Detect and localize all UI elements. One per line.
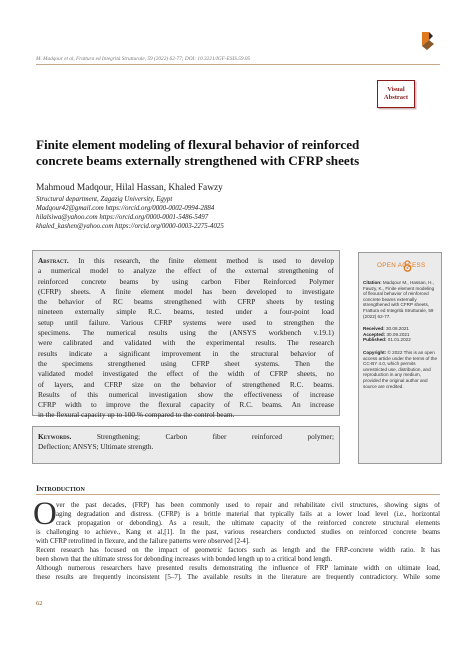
keywords-box: [32, 426, 340, 464]
abstract-line: of layers, and CFRP size on the behavior of strengthened R.C. beams.: [38, 379, 334, 389]
keywords-line: Deflection; ANSYS; Ultimate strength.: [38, 442, 154, 452]
title-line2: concrete beams externally strengthened with CFRP sheets: [36, 152, 360, 168]
author-email-2[interactable]: hilalsiwa@yahoo.com https://orcid.org/0000-0001-5486-5497: [36, 214, 209, 221]
abstract-line: (CFRP) sheets. A finite element model has been developed to investigate: [38, 286, 334, 296]
copyright-label: Copyright:: [363, 350, 387, 355]
abstract-box: [32, 250, 340, 420]
keywords-line: Keywords. Strengthening; Carbon fiber reinforced polymer;: [38, 432, 334, 441]
visual-abstract-line1: Visual: [387, 86, 405, 93]
body-line: been shown that the ultimate stress for debonding increases with bonded length up to a critical bond length.: [36, 556, 333, 563]
body-line: aging degradation and distress. (CFRP) is a brittle material that typically fails at a lower load level (i.e., horizontal: [56, 511, 440, 518]
body-line: Recent research has focused on the impact of geometric factors such as length and the FRP-concrete width ratio. It has: [36, 547, 440, 554]
visual-abstract-line2: Abstract: [383, 94, 409, 101]
header-rule: [36, 64, 440, 65]
abstract-line: validated model investigated the effect of the width of CFRP sheets, no: [38, 369, 334, 379]
affiliation: Structural department, Zagazig University, Egypt: [36, 196, 173, 203]
accepted-label: Accepted:: [363, 331, 386, 337]
body-line: is challenging to achieve., Kang et al,[1]. In the past, various researchers conducted studies on reinforced concrete beams: [36, 529, 440, 536]
copyright-block: [363, 350, 439, 389]
abstract-line: specimens. The numerical results using the (ANSYS workbench v.19.1): [38, 328, 334, 338]
body-line: Although numerous researchers have presented results demonstrating the influence of FRP laminate width on ultimate load,: [36, 565, 440, 572]
abstract-label: Abstract.: [38, 256, 69, 265]
keywords-label: Keywords.: [38, 432, 72, 441]
citation-text: Madqour M., Hassan, H., Fawzy, K., Finite element modeling of flexural behavior of reinforced concrete beams externally strengthened with CFRP sheets, Frattura ed Integrità Strutturale, 59 (2022) 62-77.: [363, 280, 435, 319]
title-line1: Finite element modeling of flexural behavior of reinforced: [36, 137, 360, 152]
body-line: crack propagation or debonding). As a result, the ultimate capacity of the reinforced concrete structural elements: [56, 520, 440, 527]
body-line: with CFRP retrofitted in flexure, and the failure patterns were observed [2-4].: [36, 538, 250, 545]
abstract-line: Results of this numerical investigation show the effectiveness of increase: [38, 389, 334, 399]
authors: Mahmoud Madqour, Hilal Hassan, Khaled Fawzy: [36, 183, 223, 193]
abstract-line: reinforced concrete beams by using carbon Fiber Reinforced Polymer: [38, 276, 334, 286]
abstract-line: were calibrated and validated with the experimental results. The research: [38, 338, 334, 348]
received-label: Received:: [363, 326, 385, 331]
author-email-1[interactable]: Madqour42@gmail.com https://orcid.org/0000-0002-0994-2884: [36, 205, 215, 212]
paper-title: [36, 137, 426, 168]
body-line: these results are frequently inconsistent [5–7]. The available results in the literature are frequently contradictory. While some: [36, 574, 440, 581]
abstract-line: setup until failure. Various CFRP systems were used to strengthen the: [38, 317, 334, 327]
accepted-date: 30.09.2021: [386, 331, 410, 337]
published-date: 01.01.2022: [387, 337, 411, 343]
abstract-line: nineteen externally simple R.C. beams, tested under a four-point load: [38, 307, 334, 317]
running-header: M. Madqour et al, Frattura ed Integrità Strutturale, 59 (2022) 62-77; DOI: 10.3221/IGF-ESIS.59.05: [36, 56, 251, 62]
abstract-line: in the flexural capacity up to 100 % compared to the control beam.: [38, 410, 235, 420]
abstract-line: CFRP width to improve the flexural capacity of R.C. beams. An increase: [38, 400, 334, 410]
abstract-line: a numerical model to analyze the effect of the external strengthening of: [38, 266, 334, 276]
published-label: Published:: [363, 337, 387, 343]
abstract-line: Abstract. In this research, the finite element method is used to develop: [38, 256, 334, 265]
citation-label: Citation:: [363, 280, 382, 285]
abstract-line: results indicate a significant improvement in the structural behavior of: [38, 348, 334, 358]
body-line: ver the past decades, (FRP) has been commonly used to repair and rehabilitate civil structures, showing signs of: [56, 502, 440, 509]
abstract-line: the behavior of RC beams strengthened with CFRP sheets by testing: [38, 297, 334, 307]
visual-abstract-button[interactable]: [377, 80, 415, 108]
author-email-3[interactable]: khaled_kashen@yahoo.com https://orcid.org/0000-0003-2275-4025: [36, 223, 224, 230]
received-date: 30.08.2021: [386, 326, 409, 331]
drop-cap: O: [33, 496, 57, 532]
dates-block: [363, 326, 439, 343]
citation-block: [363, 280, 439, 319]
journal-logo-icon: [418, 30, 436, 52]
introduction-heading: Introduction: [36, 484, 85, 493]
page-number: 62: [36, 600, 43, 607]
introduction-rule: [36, 494, 440, 495]
copyright-text: © 2022 This is an open access article under the terms of the CC-BY 4.0, which permits unrestricted use, distribution, and reproduction in any medium, provided the original author and source are credited.: [363, 350, 438, 389]
open-access-badge: OPEN ACCESS: [377, 262, 426, 269]
abstract-line: the specimens strengthened using CFRP sheet systems. Then the: [38, 358, 334, 368]
